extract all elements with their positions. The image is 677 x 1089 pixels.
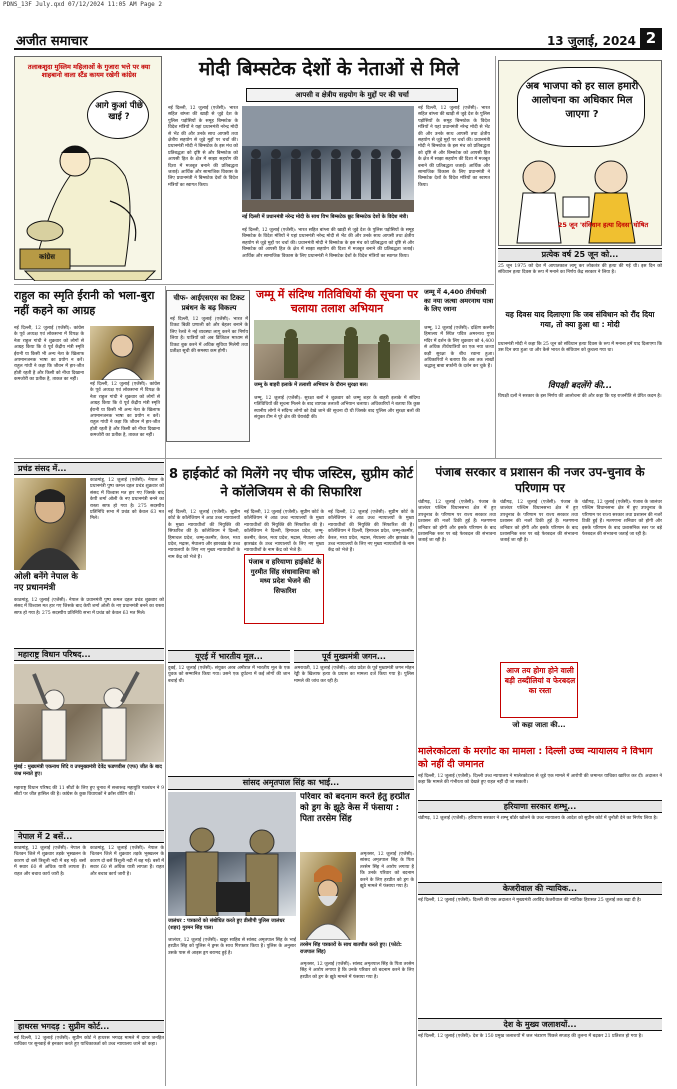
smriti-story	[14, 286, 162, 460]
page-number: 2	[640, 28, 662, 48]
chief-headline: चीफ- आईएसएस का टिकट प्रबंधन के बढ़ विकल्प	[173, 294, 245, 312]
maharashtra-body: महाराष्ट्र विधान परिषद की 11 सीटों के लिए हुए चुनाव में सत्तारूढ़ महायुति गठबंधन ने 9 सीटों पर जीत हासिल की है। कांग्रेस के कुछ विधायकों ने क्रॉस वोटिंग की।	[14, 786, 164, 798]
nepal-story	[14, 830, 164, 1018]
nepal-bar: नेपाल में 2 बसें...	[14, 830, 164, 843]
punjab-body-1: चंडीगढ़, 12 जुलाई (एजेंसी): पंजाब के जालंधर पश्चिम विधानसभा क्षेत्र में हुए उपचुनाव के परिणाम पर राज्य सरकार तथा प्रशासन की नजरें टिकी हुई हैं। मतगणना शनिवार को होगी और इसके परिणाम के बाद प्रशासनिक स्तर पर बड़े फेरबदल की संभावना जताई जा रही है।	[418, 500, 496, 544]
jammu-body: जम्मू, 12 जुलाई (एजेंसी): सुरक्षा बलों ने शुक्रवार को जम्मू शहर के बाहरी इलाके में संदिग्ध गतिविधियों की सूचना मिलने के बाद व्यापक तलाशी अभियान चलाया। अधिकारियों ने बताया कि कुछ स्थानीय लोगों ने संदिग्ध लोगों को देखे जाने की सूचना दी थी जिसके बाद पुलिस और सुरक्षा बलों की संयुक्त टीम ने पूरे क्षेत्र की घेराबंदी की।	[254, 396, 420, 421]
amritpal-story	[168, 792, 296, 1088]
hc-body-3: नई दिल्ली, 12 जुलाई (एजेंसी): सुप्रीम कोर्ट के कॉलेजियम ने आठ उच्च न्यायालयों के मुख्य न्यायाधीशों की नियुक्ति की सिफारिश की है। कॉलेजियम ने दिल्ली, हिमाचल प्रदेश, जम्मू-कश्मीर, केरल, मध्य प्रदेश, मद्रास, मेघालय और झारखंड के उच्च न्यायालयों के लिए नए मुख्य न्यायाधीशों के नाम केंद्र को भेजे हैं।	[328, 510, 414, 554]
amritpal-caption: जालंधर : पत्रकारों को संबोधित करते हुए डीसीपी पुलिस जालंधर (शहर) गुरमन सिंह पाल।	[168, 918, 285, 931]
hathras-body: नई दिल्ली, 12 जुलाई (एजेंसी): सुप्रीम कोर्ट ने हाथरस भगदड़ मामले में दायर जनहित याचिका पर सुनवाई से इनकार करते हुए याचिकाकर्ता को उच्च न्यायालय जाने को कहा।	[14, 1036, 164, 1048]
lead-photo-people-icon	[242, 106, 414, 212]
nepal-body-2: काठमांडू, 12 जुलाई (एजेंसी): नेपाल के चितवन जिले में शुक्रवार तड़के भूस्खलन के कारण दो बसें त्रिशूली नदी में बह गईं। बसों में सवार 60 से अधिक यात्री लापता हैं। राहत और बचाव कार्य जारी है।	[90, 846, 164, 877]
jagan-bar: पूर्व मुख्यमंत्री जगन...	[294, 650, 414, 663]
june25-bar: प्रत्येक वर्ष 25 जून को...	[498, 248, 662, 262]
june25-sub-body: विपक्षी दलों ने सरकार के इस निर्णय की आलोचना की और कहा कि यह राजनीति से प्रेरित कदम है।	[498, 394, 662, 399]
chief-box	[166, 290, 250, 442]
uae-story	[168, 650, 290, 772]
smriti-body-1: नई दिल्ली, 12 जुलाई (एजेंसी): कांग्रेस के पूर्व अध्यक्ष एवं लोकसभा में विपक्ष के नेता राहुल गांधी ने शुक्रवार को लोगों से आग्रह किया कि वे पूर्व केंद्रीय मंत्री स्मृति ईरानी या किसी भी अन्य नेता के खिलाफ अपमानजनक भाषा का प्रयोग न करें। राहुल गांधी ने कहा कि जीवन में हार-जीत होती रहती है और किसी को नीचा दिखाना कमजोरी का प्रतीक है, ताकत का नहीं।	[14, 326, 84, 383]
malerkotla-headline: मालेरकोटला के मरगोट का मामला : दिल्ली उच्च न्यायालय ने विभाग को नहीं दी जमानत	[418, 746, 653, 770]
amarnath-headline: जम्मू में 4,400 तीर्थयात्री का नया जत्था अमरनाथ यात्रा के लिए रवाना	[424, 288, 494, 313]
lead-body-bottom: नई दिल्ली, 12 जुलाई (एजेंसी): भारत सहित बांग्ला की खाड़ी से जुड़े देश के पुलिस पड़ोसियों के समूह बिम्सटेक के विदेश मंत्रियों ने यहां प्रधानमंत्री नरेन्द्र मोदी से भेंट की और उनके साथ आपसी तथा क्षेत्रीय सहयोग से जुड़े मुद्दों पर चर्चा की। प्रधानमंत्री मोदी ने बिम्सटेक के इस मंच को प्रतिबद्धता को दृष्टि से और बिम्सटेक को आपसी हित के क्षेत्र में साझा सहयोग की दिशा में मजबूत बनाने की प्रतिबद्धता जताई। आर्थिक और सामाजिक विकास के लिए प्रधानमंत्री ने बिम्सटेक देशों के विदेश मंत्रियों का स्वागत किया।	[242, 228, 414, 259]
rahul-portrait-icon	[90, 326, 154, 380]
cartoon-left-caption: तलाकशुदा मुस्लिम महिलाओं के गुजारा भत्ते पर क्या शाहबानो वाला स्टैंड कायम रखेगी कांग्रेस	[27, 63, 151, 79]
masthead	[14, 28, 662, 50]
amritpal-bar: सांसद अमृतपाल सिंह का भाई...	[168, 776, 414, 790]
cartoon-left-label: कांग्रेस	[39, 253, 55, 261]
oli-portrait-icon	[14, 478, 86, 570]
kejriwal-story	[418, 882, 662, 1016]
amritpal-body: जालंधर, 12 जुलाई (एजेंसी): खडूर साहिब से सांसद अमृतपाल सिंह के भाई हरप्रीत सिंह को पुलिस ने ड्रग्स के साथ गिरफ्तार किया है। पुलिस के अनुसार उसके पास से आइस ड्रग बरामद हुई है।	[168, 938, 296, 956]
jagan-body: अमरावती, 12 जुलाई (एजेंसी): आंध्र प्रदेश के पूर्व मुख्यमंत्री जगन मोहन रेड्डी के खिलाफ हत्या के प्रयास का मामला दर्ज किया गया है। पुलिस मामले की जांच कर रही है।	[294, 666, 414, 684]
desh-story	[418, 1018, 662, 1086]
punjab-sub: जो कहा जाता की...	[512, 721, 566, 729]
hathras-story	[14, 1020, 164, 1086]
hc-headline: 8 हाईकोर्ट को मिलेंगे नए चीफ जस्टिस, सुप्रीम कोर्ट ने कॉलेजियम से की सिफारिश	[168, 467, 414, 500]
oli-story	[14, 462, 164, 644]
chief-body: नई दिल्ली, 12 जुलाई (एजेंसी): भारत में टिकट बिक्री प्रणाली को और बेहतर बनाने के लिए रेलवे ने नई व्यवस्था लागू करने का निर्णय लिया है। यात्रियों को अब डिजिटल माध्यम से टिकट बुक करने में अधिक सुविधा मिलेगी तथा प्रतीक्षा सूची की समस्या कम होगी।	[170, 317, 248, 355]
haryana-bar: हरियाणा सरकार शम्भू...	[418, 800, 662, 813]
punjab-story	[418, 462, 662, 742]
lead-body-right: नई दिल्ली, 12 जुलाई (एजेंसी): भारत सहित बांग्ला की खाड़ी से जुड़े देश के पुलिस पड़ोसियों के समूह बिम्सटेक के विदेश मंत्रियों ने यहां प्रधानमंत्री नरेन्द्र मोदी से भेंट की और उनके साथ आपसी तथा क्षेत्रीय सहयोग से जुड़े मुद्दों पर चर्चा की। प्रधानमंत्री मोदी ने बिम्सटेक के इस मंच को प्रतिबद्धता को दृष्टि से और बिम्सटेक को आपसी हित के क्षेत्र में साझा सहयोग की दिशा में मजबूत बनाने की प्रतिबद्धता जताई। आर्थिक और सामाजिक विकास के लिए प्रधानमंत्री ने बिम्सटेक देशों के विदेश मंत्रियों का स्वागत किया।	[418, 106, 490, 188]
hc-inset: पंजाब व हरियाणा हाईकोर्ट के गुरमीत सिंह संधावालिया को मध्य प्रदेश भेजने की सिफारिश	[244, 554, 324, 624]
june25-quote: यह दिवस याद दिलाएगा कि जब संविधान को रौंद दिया गया, तो क्या हुआ था : मोदी	[505, 310, 655, 329]
cartoon-couple-icon	[499, 147, 663, 247]
cartoon-left	[14, 56, 162, 280]
oli-bar: प्रचंड संसद में...	[14, 462, 164, 475]
newspaper-name: अजीत समाचार	[16, 34, 88, 49]
desh-body: नई दिल्ली, 12 जुलाई (एजेंसी): देश के 150 प्रमुख जलाशयों में जल भंडारण पिछले सप्ताह की तुलना में बढ़कर 21 प्रतिशत हो गया है।	[418, 1034, 643, 1039]
hathras-bar: हाथरस भगदड़ : सुप्रीम कोर्ट...	[14, 1020, 164, 1033]
jagan-story	[294, 650, 414, 772]
june25-body: प्रधानमंत्री मोदी ने कहा कि 25 जून को संविधान हत्या दिवस के रूप में मनाना हमें याद दिलाएगा कि उस दिन क्या हुआ था और कैसे भारत के संविधान को कुचला गया था।	[498, 342, 662, 354]
smriti-headline: राहुल का स्मृति ईरानी को भला-बुरा नहीं कहने का आग्रह	[14, 289, 155, 317]
oli-body-1: काठमांडू, 12 जुलाई (एजेंसी): नेपाल के प्रधानमंत्री पुष्प कमल दहल प्रचंड शुक्रवार को संसद में विश्वास मत हार गए जिसके बाद केपी शर्मा ओली के नए प्रधानमंत्री बनने का रास्ता साफ हो गया है। 275 सदस्यीय प्रतिनिधि सभा में प्रचंड को केवल 63 मत मिले।	[90, 478, 164, 522]
cartoon-left-bubble: आगे कुआं पीछे खाई ?	[87, 91, 149, 139]
malerkotla-story	[418, 746, 662, 798]
maharashtra-bar: महाराष्ट्र विधान परिषद...	[14, 648, 164, 661]
jammu-soldiers-icon	[254, 320, 420, 380]
punjab-body-3: चंडीगढ़, 12 जुलाई (एजेंसी): पंजाब के जालंधर पश्चिम विधानसभा क्षेत्र में हुए उपचुनाव के परिणाम पर राज्य सरकार तथा प्रशासन की नजरें टिकी हुई हैं। मतगणना शनिवार को होगी और इसके परिणाम के बाद प्रशासनिक स्तर पर बड़े फेरबदल की संभावना जताई जा रही है।	[582, 500, 662, 538]
lead-photo-caption: नई दिल्ली में प्रधानमंत्री नरेन्द्र मोदी के साथ विभ बिम्सटेक छूट बिम्सटेक देशों के विदेश मंत्री।	[242, 214, 409, 220]
parivar-caption: तरसेम सिंह पत्रकारों के साथ बातचीत करते हुए। (फोटो: राजपाल सिंह)	[300, 942, 402, 955]
maharashtra-story	[14, 648, 164, 826]
hc-story	[168, 462, 414, 648]
amarnath-story	[424, 286, 494, 446]
file-info: PDNS_13F July.qxd 07/12/2024 11:05 AM Page 2	[3, 1, 162, 8]
haryana-body: चंडीगढ़, 12 जुलाई (एजेंसी): हरियाणा सरकार ने शम्भू बॉर्डर खोलने के उच्च न्यायालय के आदेश को सुप्रीम कोर्ट में चुनौती देने का निर्णय लिया है।	[418, 816, 658, 821]
desh-bar: देश के मुख्य जलाशयों...	[418, 1018, 662, 1031]
oli-caption-name: ओली बनेंगे नेपाल के नए प्रधानमंत्री	[14, 572, 78, 593]
smriti-body-2: नई दिल्ली, 12 जुलाई (एजेंसी): कांग्रेस के पूर्व अध्यक्ष एवं लोकसभा में विपक्ष के नेता राहुल गांधी ने शुक्रवार को लोगों से आग्रह किया कि वे पूर्व केंद्रीय मंत्री स्मृति ईरानी या किसी भी अन्य नेता के खिलाफ अपमानजनक भाषा का प्रयोग न करें। राहुल गांधी ने कहा कि जीवन में हार-जीत होती रहती है और किसी को नीचा दिखाना कमजोरी का प्रतीक है, ताकत का नहीं।	[90, 382, 160, 439]
maharashtra-caption: मुंबई : मुख्यमंत्री एकनाथ शिंदे व उपमुख्यमंत्री देवेंद्र फडणवीस (एफ) जीत के बाद जश्न मनाते हुए।	[14, 764, 162, 777]
punjab-inset: आज तय होगा होने वाली बड़ी तब्दीलियां व फेरबदल का रस्ता	[500, 662, 578, 718]
oli-body-2: काठमांडू, 12 जुलाई (एजेंसी): नेपाल के प्रधानमंत्री पुष्प कमल दहल प्रचंड शुक्रवार को संसद में विश्वास मत हार गए जिसके बाद केपी शर्मा ओली के नए प्रधानमंत्री बनने का रास्ता साफ हो गया है। 275 सदस्यीय प्रतिनिधि सभा में प्रचंड को केवल 63 मत मिले।	[14, 598, 164, 616]
cartoon-right-caption: 25 जून 'संविधान हत्या दिवस' घोषित	[557, 221, 649, 229]
lead-story	[168, 56, 490, 284]
parivar-story	[300, 792, 414, 1088]
jammu-photo-caption: जम्मू के बाहरी इलाके में तलाशी अभियान के दौरान सुरक्षा बल।	[254, 382, 368, 388]
hc-body-1: नई दिल्ली, 12 जुलाई (एजेंसी): सुप्रीम कोर्ट के कॉलेजियम ने आठ उच्च न्यायालयों के मुख्य न्यायाधीशों की नियुक्ति की सिफारिश की है। कॉलेजियम ने दिल्ली, हिमाचल प्रदेश, जम्मू-कश्मीर, केरल, मध्य प्रदेश, मद्रास, मेघालय और झारखंड के उच्च न्यायालयों के लिए नए मुख्य न्यायाधीशों के नाम केंद्र को भेजे हैं।	[168, 510, 240, 560]
uae-body-1: दुबई, 12 जुलाई (एजेंसी): संयुक्त अरब अमीरात में भारतीय मूल के एक युवक को सम्मानित किया गया। उसने एक दुर्घटना में कई लोगों की जान बचाई थी।	[168, 666, 290, 684]
jammu-story	[254, 286, 420, 444]
cartoon-right	[498, 60, 662, 246]
lead-headline: मोदी बिम्सटेक देशों के नेताओं से मिले	[198, 58, 460, 80]
malerkotla-body: नई दिल्ली, 12 जुलाई (एजेंसी): दिल्ली उच्च न्यायालय ने मालेरकोटला से जुड़े एक मामले में आरोपी की जमानत याचिका खारिज कर दी। अदालत ने कहा कि मामले की गंभीरता को देखते हुए राहत नहीं दी जा सकती।	[418, 774, 662, 786]
june25-sub: विपक्षी बदलेंगे की...	[547, 381, 613, 391]
cartoon-right-bubble: अब भाजपा को हर साल हमारी आलोचना का अधिकार मिल जाएगा ?	[517, 67, 645, 147]
maharashtra-celebration-icon	[14, 664, 164, 762]
parivar-body-1: अमृतसर, 12 जुलाई (एजेंसी): सांसद अमृतपाल सिंह के पिता तरसेम सिंह ने आरोप लगाया है कि उनके परिवार को बदनाम करने के लिए हरप्रीत को ड्रग के झूठे मामले में फंसाया गया है।	[360, 852, 414, 890]
kejriwal-body: नई दिल्ली, 12 जुलाई (एजेंसी): दिल्ली की एक अदालत ने मुख्यमंत्री अरविंद केजरीवाल की न्यायिक हिरासत 25 जुलाई तक बढ़ा दी है।	[418, 898, 642, 903]
parivar-headline: परिवार को बदनाम करने हेतु हरप्रीत को ड्रग के झूठे केस में फंसाया : पिता तरसेम सिंह	[300, 792, 410, 824]
amarnath-body: जम्मू, 12 जुलाई (एजेंसी): दक्षिण कश्मीर हिमालय में स्थित पवित्र अमरनाथ गुफा मंदिर में दर्शन के लिए शुक्रवार को 4,400 से अधिक तीर्थयात्रियों का एक नया जत्था कड़ी सुरक्षा के बीच रवाना हुआ। अधिकारियों ने बताया कि अब तक लाखों श्रद्धालु बाबा बर्फानी के दर्शन कर चुके हैं।	[424, 326, 494, 370]
parivar-body-2: अमृतसर, 12 जुलाई (एजेंसी): सांसद अमृतपाल सिंह के पिता तरसेम सिंह ने आरोप लगाया है कि उनके परिवार को बदनाम करने के लिए हरप्रीत को ड्रग के झूठे मामले में फंसाया गया है।	[300, 962, 414, 980]
punjab-body-2: चंडीगढ़, 12 जुलाई (एजेंसी): पंजाब के जालंधर पश्चिम विधानसभा क्षेत्र में हुए उपचुनाव के परिणाम पर राज्य सरकार तथा प्रशासन की नजरें टिकी हुई हैं। मतगणना शनिवार को होगी और इसके परिणाम के बाद प्रशासनिक स्तर पर बड़े फेरबदल की संभावना जताई जा रही है।	[500, 500, 578, 544]
june25-intro: 25 जून 1975 को देश में आपातकाल लागू कर लोकतंत्र की हत्या की गई थी। इस दिन को संविधान हत्या दिवस के रूप में मनाने का निर्णय केंद्र सरकार ने लिया है।	[498, 264, 662, 276]
uae-bar: यूएई में भारतीय मूल...	[168, 650, 290, 663]
punjab-headline: पंजाब सरकार व प्रशासन की नजर उप-चुनाव के परिणाम पर	[435, 465, 645, 495]
nepal-body-1: काठमांडू, 12 जुलाई (एजेंसी): नेपाल के चितवन जिले में शुक्रवार तड़के भूस्खलन के कारण दो बसें त्रिशूली नदी में बह गईं। बसों में सवार 60 से अधिक यात्री लापता हैं। राहत और बचाव कार्य जारी है।	[14, 846, 86, 877]
lead-body-left: नई दिल्ली, 12 जुलाई (एजेंसी): भारत सहित बांग्ला की खाड़ी से जुड़े देश के पुलिस पड़ोसियों के समूह बिम्सटेक के विदेश मंत्रियों ने यहां प्रधानमंत्री नरेन्द्र मोदी से भेंट की और उनके साथ आपसी तथा क्षेत्रीय सहयोग से जुड़े मुद्दों पर चर्चा की। प्रधानमंत्री मोदी ने बिम्सटेक के इस मंच को प्रतिबद्धता को दृष्टि से और बिम्सटेक को आपसी हित के क्षेत्र में साझा सहयोग की दिशा में मजबूत बनाने की प्रतिबद्धता जताई। आर्थिक और सामाजिक विकास के लिए प्रधानमंत्री ने बिम्सटेक देशों के विदेश मंत्रियों का स्वागत किया।	[168, 106, 238, 188]
lead-subhead: आपसी व क्षेत्रीय सहयोग के मुद्दों पर की चर्चा	[246, 88, 458, 102]
hc-body-2: नई दिल्ली, 12 जुलाई (एजेंसी): सुप्रीम कोर्ट के कॉलेजियम ने आठ उच्च न्यायालयों के मुख्य न्यायाधीशों की नियुक्ति की सिफारिश की है। कॉलेजियम ने दिल्ली, हिमाचल प्रदेश, जम्मू-कश्मीर, केरल, मध्य प्रदेश, मद्रास, मेघालय और झारखंड के उच्च न्यायालयों के लिए नए मुख्य न्यायाधीशों के नाम केंद्र को भेजे हैं।	[244, 510, 324, 554]
issue-date: 13 जुलाई, 2024	[546, 34, 636, 48]
kejriwal-bar: केजरीवाल की न्यायिक...	[418, 882, 662, 895]
haryana-story	[418, 800, 662, 880]
jammu-headline: जम्मू में संदिग्ध गतिविधियों की सूचना पर चलाया तलाश अभियान	[255, 288, 419, 315]
tarsem-singh-portrait-icon	[300, 852, 356, 940]
police-officers-icon	[168, 792, 296, 916]
